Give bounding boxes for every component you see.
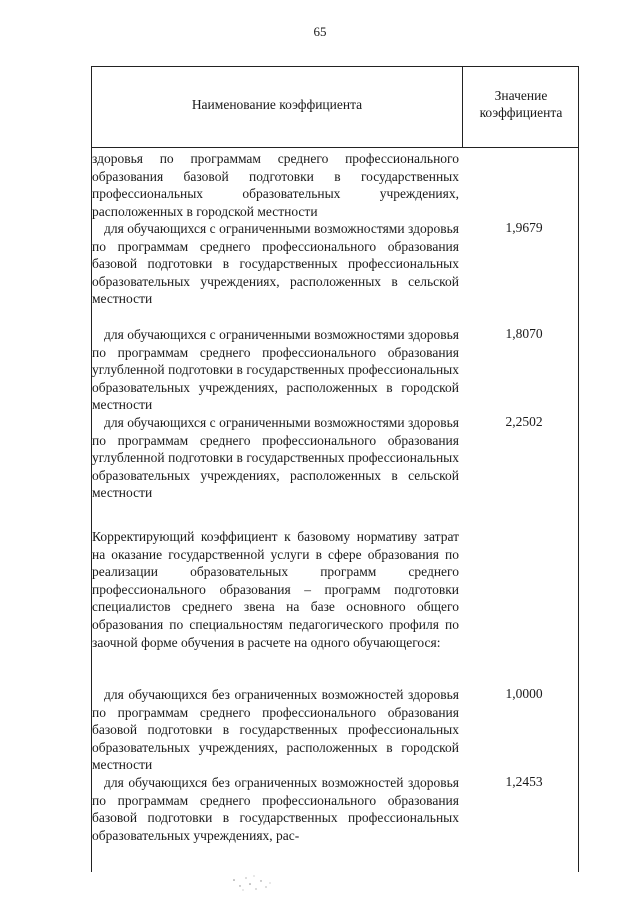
row-text: для обучающихся с ограниченными возможностями здоровья по программам среднего профессионального образования углубленной подготовки в государственных профессиональных образовательных учреждениях, расположенных в сельской местности bbox=[92, 415, 459, 501]
table-row bbox=[92, 686, 459, 774]
column-header-value-line1: Значение bbox=[494, 88, 548, 103]
column-header-value-line2: коэффициента bbox=[479, 105, 563, 120]
row-value: 1,8070 bbox=[505, 326, 543, 341]
table-row bbox=[92, 414, 459, 502]
table-row bbox=[92, 774, 459, 844]
table-header bbox=[91, 66, 579, 148]
row-text: здоровья по программам среднего профессионального образования базовой подготовки в государственных профессиональных образовательных учреждениях, расположенных в городской местности bbox=[92, 151, 459, 219]
row-value: 1,0000 bbox=[505, 686, 543, 701]
section-heading-row bbox=[92, 528, 459, 651]
row-text: для обучающихся без ограниченных возможностей здоровья по программам среднего профессионального образования базовой подготовки в государственных профессиональных образовательных учреждениях, расположенных в городской местности bbox=[92, 687, 459, 773]
row-text: для обучающихся с ограниченными возможностями здоровья по программам среднего профессионального образования углубленной подготовки в государственных профессиональных образовательных учреждениях, расположенных в городской местности bbox=[92, 327, 459, 413]
column-header-value bbox=[463, 87, 579, 121]
scan-noise bbox=[228, 872, 278, 894]
table-row bbox=[92, 150, 459, 220]
row-text: для обучающихся без ограниченных возможностей здоровья по программам среднего профессионального образования базовой подготовки в государственных профессиональных образовательных учреждениях, рас- bbox=[92, 775, 459, 843]
row-value: 1,2453 bbox=[505, 774, 543, 789]
row-text: для обучающихся с ограниченными возможностями здоровья по программам среднего профессионального образования базовой подготовки в государственных профессиональных образовательных учреждениях, расположенных в сельской местности bbox=[92, 221, 459, 307]
row-value: 2,2502 bbox=[505, 414, 543, 429]
table-row bbox=[92, 326, 459, 414]
table-row bbox=[92, 220, 459, 308]
page-number: 65 bbox=[313, 24, 327, 39]
row-value: 1,9679 bbox=[505, 220, 543, 235]
row-text: Корректирующий коэффициент к базовому нормативу затрат на оказание государственной услуги в сфере образования по реализации образовательных программ среднего профессионального образования – программ подготовки специалистов среднего звена на базе основного общего образования по специальностям педагогического профиля по заочной форме обучения в расчете на одного обучающегося: bbox=[92, 529, 459, 650]
column-header-name: Наименование коэффициента bbox=[191, 97, 363, 112]
